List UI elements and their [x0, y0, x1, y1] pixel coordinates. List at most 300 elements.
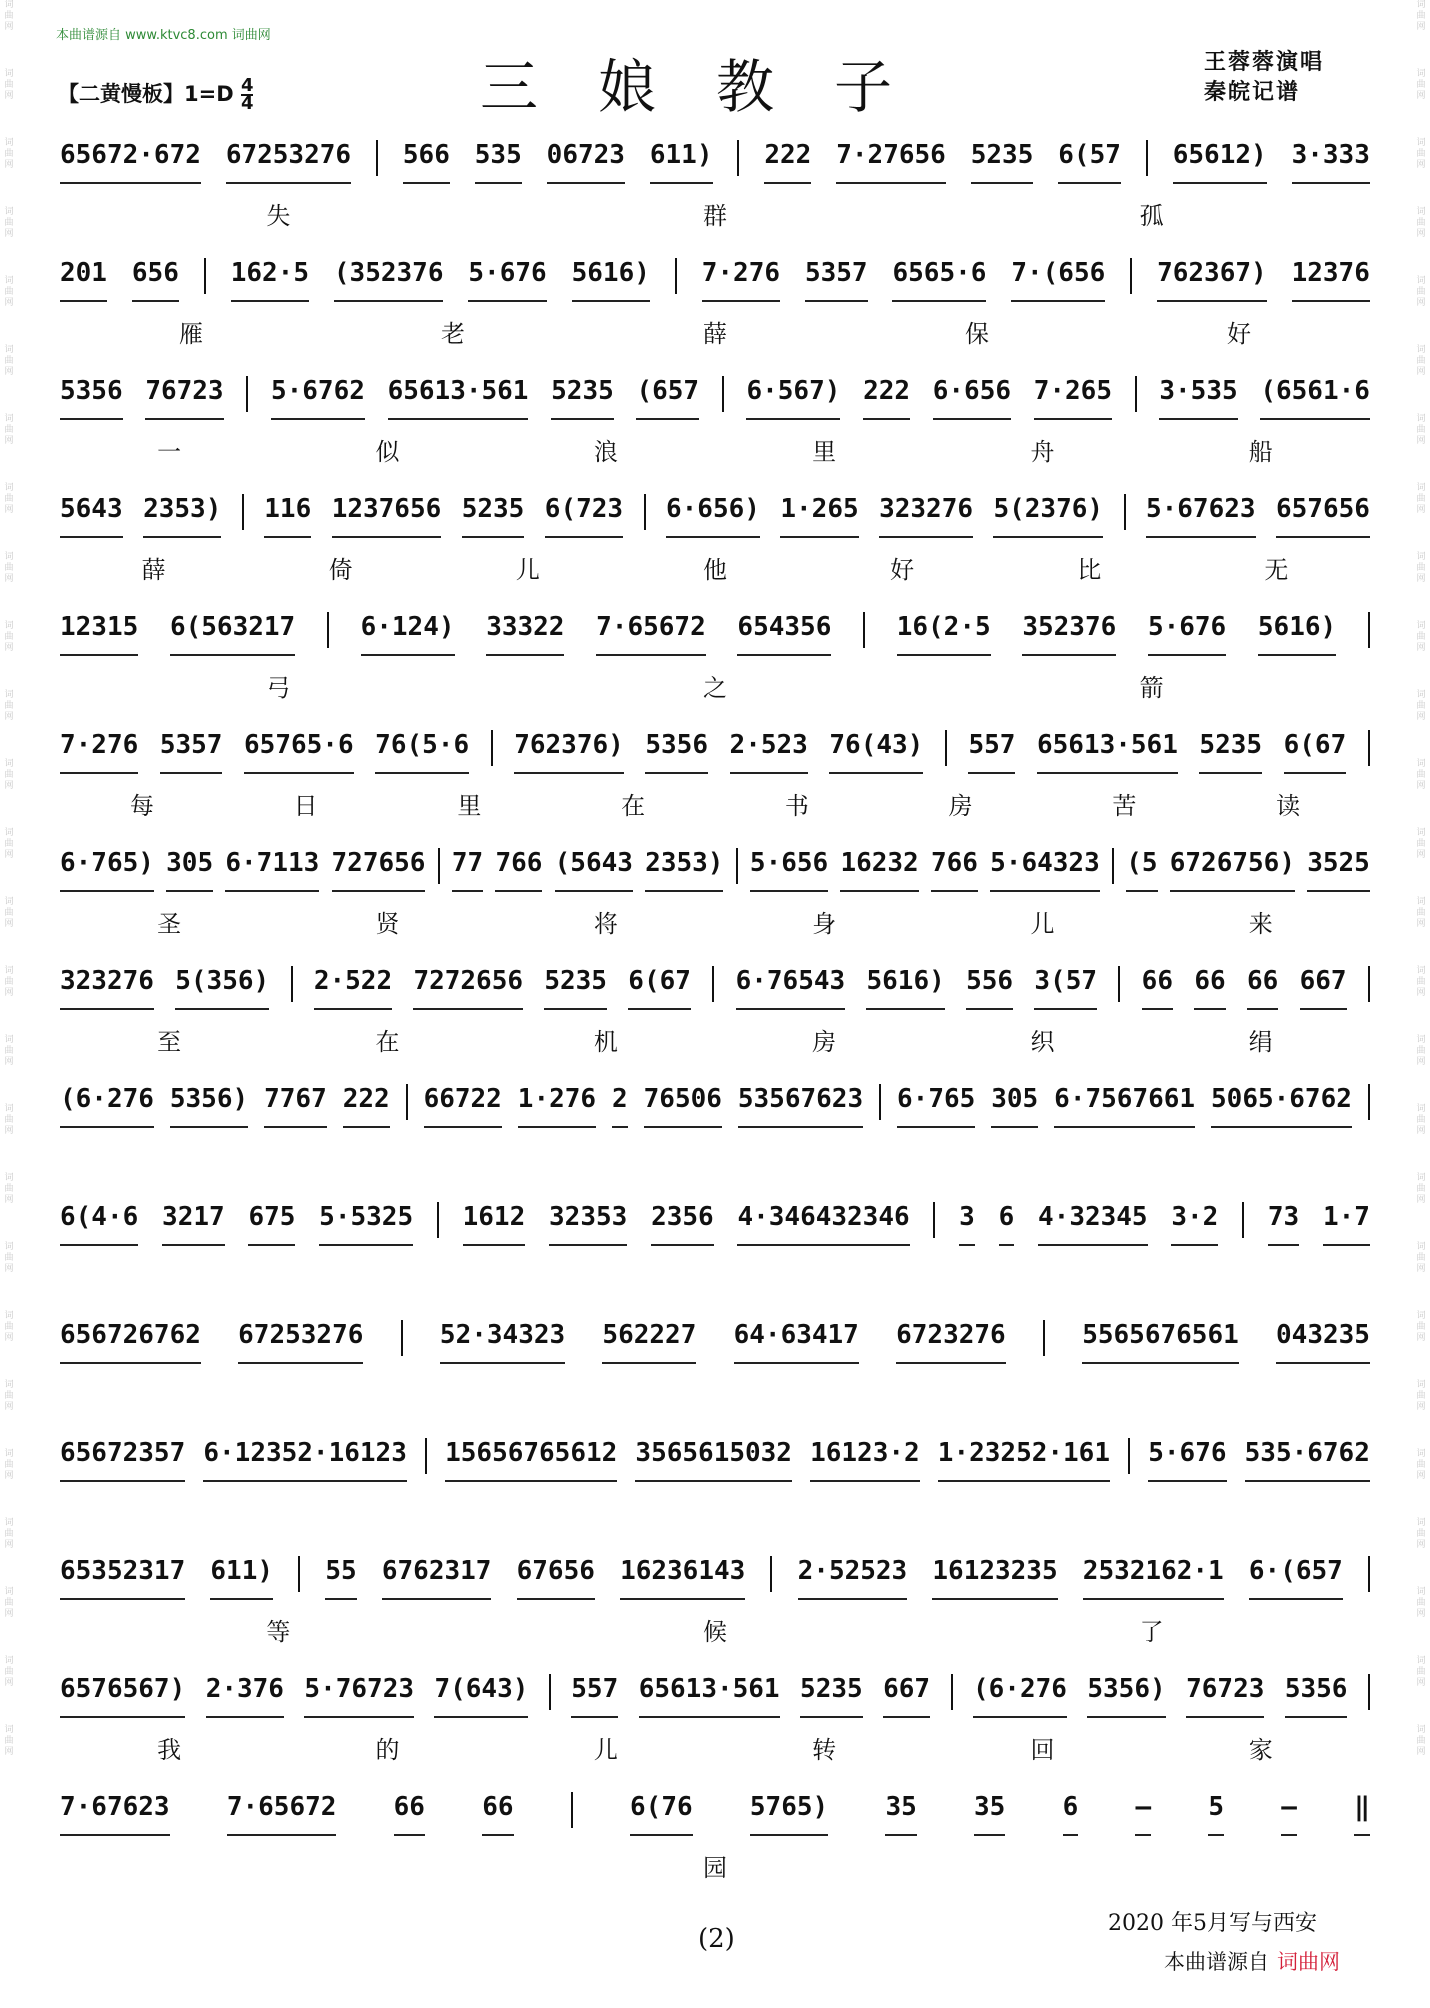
note-group: 16236143: [620, 1556, 745, 1600]
note-group: 762367): [1157, 258, 1267, 302]
barline: [401, 1320, 403, 1356]
lyric-syllable: 之: [702, 674, 727, 702]
side-watermark-text: 词曲网: [4, 621, 14, 653]
note-group: 5·6762: [271, 376, 365, 420]
lyric-syllable: 织: [1030, 1028, 1055, 1056]
note-group: 352376: [1022, 612, 1116, 656]
lyric-syllable: 将: [593, 910, 618, 938]
side-watermark-text: 词曲网: [4, 345, 14, 377]
side-watermark-text: 词曲网: [4, 759, 14, 791]
lyric-syllable: 在: [621, 792, 646, 820]
note-group: 65672·672: [60, 140, 201, 184]
note-group: 162·5: [231, 258, 309, 302]
score-system: [60, 1320, 1370, 1438]
notation-line: [60, 140, 1370, 184]
note-group: 611): [210, 1556, 273, 1600]
top-source-watermark: 本曲谱源自 www.ktvc8.com 词曲网: [56, 28, 271, 43]
score-system: [60, 612, 1370, 730]
notation-line: [60, 730, 1370, 774]
note-group: 65765·6: [244, 730, 354, 774]
note-group: 5235: [544, 966, 607, 1010]
note-group: 7272656: [413, 966, 523, 1010]
side-watermark-text: 词曲网: [4, 1587, 14, 1619]
side-watermark-text: 词曲网: [4, 1104, 14, 1136]
note-group: 7·(656: [1011, 258, 1105, 302]
lyric-syllable: 园: [703, 1854, 727, 1882]
side-watermark-text: 词曲网: [4, 1380, 14, 1412]
side-watermark-text: 词曲网: [1416, 552, 1426, 584]
side-watermark-text: 词曲网: [4, 1311, 14, 1343]
notation-line: [60, 1084, 1370, 1128]
note-group: (657: [636, 376, 699, 420]
note-group: 35: [974, 1792, 1005, 1836]
footer-source: [1164, 1946, 1340, 1976]
note-group: 5235: [971, 140, 1034, 184]
side-watermark-text: 词曲网: [4, 1242, 14, 1274]
note-group: 5356): [1087, 1674, 1165, 1718]
note-group: 2353): [645, 848, 723, 892]
side-watermark-text: 词曲网: [1416, 621, 1426, 653]
lyric-syllable: 失: [266, 202, 291, 230]
lyrics-line: [60, 550, 1370, 585]
lyric-syllable: 的: [375, 1736, 400, 1764]
note-group: 6·7113: [225, 848, 319, 892]
note-group: 6·765: [897, 1084, 975, 1128]
side-watermark-text: 词曲网: [4, 0, 14, 32]
lyric-syllable: 家: [1248, 1736, 1273, 1764]
side-watermark-text: 词曲网: [1416, 138, 1426, 170]
score-system: [60, 140, 1370, 258]
note-group: 6(4·6: [60, 1202, 138, 1246]
barline: [863, 612, 865, 648]
jianpu-score: [60, 140, 1370, 1910]
side-watermark-text: 词曲网: [4, 69, 14, 101]
note-group: (352376: [334, 258, 444, 302]
barline: [204, 258, 206, 294]
key-signature: [58, 75, 254, 114]
lyric-syllable: 候: [702, 1618, 727, 1646]
barline: [1112, 848, 1114, 884]
barline: [376, 140, 378, 176]
lyric-syllable: 保: [965, 320, 989, 348]
note-group: 116: [264, 494, 311, 538]
side-watermark-text: 词曲网: [1416, 483, 1426, 515]
transcriber-credit: 秦皖记谱: [1204, 80, 1301, 105]
side-watermark-text: 词曲网: [1416, 690, 1426, 722]
side-watermark-text: 词曲网: [4, 1173, 14, 1205]
note-group: (5: [1126, 848, 1157, 892]
note-group: 1·265: [780, 494, 858, 538]
side-watermark-text: 词曲网: [1416, 1518, 1426, 1550]
note-group: 323276: [879, 494, 973, 538]
note-group: 656: [132, 258, 179, 302]
barline: [1118, 966, 1120, 1002]
barline: [1043, 1320, 1045, 1356]
lyric-syllable: 里: [812, 438, 837, 466]
barline: [1368, 1084, 1370, 1120]
notation-line: [60, 1674, 1370, 1718]
note-group: 52·34323: [440, 1320, 565, 1364]
lyric-syllable: 机: [593, 1028, 618, 1056]
barline: [879, 1084, 881, 1120]
note-group: 67253276: [226, 140, 351, 184]
lyric-syllable: 儿: [593, 1736, 618, 1764]
note-group: 766: [931, 848, 978, 892]
notation-line: [60, 1556, 1370, 1600]
note-group: 15656765612: [445, 1438, 617, 1482]
side-watermark-text: 词曲网: [1416, 1104, 1426, 1136]
side-watermark-text: 词曲网: [4, 414, 14, 446]
barline: [945, 730, 947, 766]
note-group: 562227: [602, 1320, 696, 1364]
note-group: 6: [999, 1202, 1015, 1246]
side-watermark-text: 词曲网: [1416, 1173, 1426, 1205]
note-group: 66: [394, 1792, 425, 1836]
side-watermark-text: 词曲网: [1416, 69, 1426, 101]
note-group: 2·523: [730, 730, 808, 774]
note-group: 65672357: [60, 1438, 185, 1482]
lyrics-line: [60, 1022, 1370, 1057]
lyric-syllable: 读: [1276, 792, 1301, 820]
lyric-syllable: 每: [129, 792, 154, 820]
note-group: 5356: [645, 730, 708, 774]
note-group: 3(57: [1034, 966, 1097, 1010]
note-group: 5·676: [1148, 612, 1226, 656]
note-group: 5·5325: [319, 1202, 413, 1246]
note-group: 2356: [651, 1202, 714, 1246]
lyric-syllable: 倚: [328, 556, 353, 584]
note-group: 7·27656: [836, 140, 946, 184]
score-system: [60, 730, 1370, 848]
side-watermark-text: 词曲网: [1416, 897, 1426, 929]
notation-line: [60, 376, 1370, 420]
side-watermark-text: 词曲网: [1416, 1587, 1426, 1619]
note-group: 65612): [1173, 140, 1267, 184]
lyric-syllable: 船: [1248, 438, 1273, 466]
lyrics-line: [60, 904, 1370, 939]
note-group: 2353): [143, 494, 221, 538]
key-signature-text: 【二黄慢板】1=D: [58, 82, 234, 106]
barline: [1128, 1438, 1130, 1474]
side-watermark-text: 词曲网: [1416, 276, 1426, 308]
barline: [437, 1202, 439, 1238]
lyric-syllable: 我: [157, 1736, 182, 1764]
side-watermark-text: 词曲网: [1416, 1035, 1426, 1067]
lyric-syllable: 一: [157, 438, 182, 466]
note-group: 7·265: [1034, 376, 1112, 420]
note-group: 667: [1300, 966, 1347, 1010]
side-watermark-text: 词曲网: [4, 138, 14, 170]
barline: [242, 494, 244, 530]
lyric-syllable: 无: [1264, 556, 1289, 584]
lyrics-line: [60, 314, 1370, 349]
meter-bottom: 4: [240, 93, 254, 114]
lyric-syllable: 房: [948, 792, 973, 820]
note-group: 557: [968, 730, 1015, 774]
barline: [737, 140, 739, 176]
side-watermark-text: 词曲网: [4, 1518, 14, 1550]
note-group: 5·676: [1148, 1438, 1226, 1482]
notation-line: [60, 494, 1370, 538]
right-watermark-strip: [1414, 0, 1428, 2008]
note-group: (6·276: [60, 1084, 154, 1128]
note-group: 7(643): [434, 1674, 528, 1718]
side-watermark-text: 词曲网: [4, 483, 14, 515]
side-watermark-text: 词曲网: [1416, 828, 1426, 860]
note-group: 5·67623: [1146, 494, 1256, 538]
lyrics-line: [60, 1612, 1370, 1647]
barline: [425, 1438, 427, 1474]
note-group: (6561·6: [1260, 376, 1370, 420]
note-group: 3·2: [1171, 1202, 1218, 1246]
note-group: 32353: [549, 1202, 627, 1246]
side-watermark-text: 词曲网: [4, 966, 14, 998]
lyrics-line: [60, 196, 1370, 231]
note-group: 6(57: [1058, 140, 1121, 184]
credits: [1204, 48, 1324, 108]
notation-line: [60, 1792, 1370, 1836]
barline: [438, 848, 440, 884]
footer-date: 2020 年5月写与西安: [1108, 1911, 1317, 1936]
note-group: 7·276: [702, 258, 780, 302]
note-group: 55: [325, 1556, 356, 1600]
lyric-syllable: 绢: [1248, 1028, 1273, 1056]
note-group: 5235: [1199, 730, 1262, 774]
note-group: 12315: [60, 612, 138, 656]
meter-top: 4: [240, 75, 254, 96]
note-group: 675: [248, 1202, 295, 1246]
note-group: 3·333: [1292, 140, 1370, 184]
barline: [1124, 494, 1126, 530]
side-watermark-text: 词曲网: [4, 552, 14, 584]
score-system: [60, 1792, 1370, 1910]
page-number: (2): [698, 1924, 735, 1954]
note-group: 6·(657: [1249, 1556, 1343, 1600]
note-group: 6(563217: [170, 612, 295, 656]
note-group: 16123235: [932, 1556, 1057, 1600]
note-group: 766: [495, 848, 542, 892]
note-group: 73: [1268, 1202, 1299, 1246]
lyric-syllable: 老: [441, 320, 465, 348]
note-group: 556: [966, 966, 1013, 1010]
note-group: 535: [475, 140, 522, 184]
note-group: 043235: [1276, 1320, 1370, 1364]
side-watermark-text: 词曲网: [1416, 1242, 1426, 1274]
note-group: ‖: [1354, 1792, 1370, 1836]
barline: [644, 494, 646, 530]
note-group: 16(2·5: [897, 612, 991, 656]
note-group: 222: [343, 1084, 390, 1128]
note-group: 222: [764, 140, 811, 184]
lyric-syllable: 弓: [266, 674, 291, 702]
note-group: 6565·6: [892, 258, 986, 302]
note-group: 3·535: [1159, 376, 1237, 420]
side-watermark-text: 词曲网: [1416, 966, 1426, 998]
note-group: 5·656: [750, 848, 828, 892]
note-group: 305: [991, 1084, 1038, 1128]
note-group: 7·65672: [227, 1792, 337, 1836]
barline: [675, 258, 677, 294]
note-group: 5235: [462, 494, 525, 538]
score-system: [60, 376, 1370, 494]
lyric-syllable: 圣: [157, 910, 182, 938]
note-group: –: [1281, 1792, 1297, 1836]
lyric-syllable: 箭: [1139, 674, 1164, 702]
footer-source-text: 本曲谱源自: [1164, 1950, 1269, 1974]
note-group: 3217: [162, 1202, 225, 1246]
notation-line: [60, 966, 1370, 1010]
note-group: 1·23252·161: [938, 1438, 1110, 1482]
note-group: 65613·561: [388, 376, 529, 420]
note-group: 6(76: [630, 1792, 693, 1836]
singer-credit: 王蓉蓉演唱: [1204, 50, 1325, 75]
lyrics-line: [60, 1848, 1370, 1883]
barline: [933, 1202, 935, 1238]
note-group: 65352317: [60, 1556, 185, 1600]
note-group: 6726756): [1170, 848, 1295, 892]
note-group: 5565676561: [1082, 1320, 1239, 1364]
lyric-syllable: 房: [812, 1028, 837, 1056]
note-group: (5643: [555, 848, 633, 892]
note-group: 6·656): [666, 494, 760, 538]
barline: [327, 612, 329, 648]
side-watermark-text: 词曲网: [4, 1035, 14, 1067]
barline: [1368, 1674, 1370, 1710]
lyrics-line: [60, 432, 1370, 467]
barline: [1368, 612, 1370, 648]
barline: [1242, 1202, 1244, 1238]
lyric-syllable: 里: [457, 792, 482, 820]
note-group: 6·76543: [736, 966, 846, 1010]
lyric-syllable: 回: [1030, 1736, 1055, 1764]
side-watermark-text: 词曲网: [1416, 207, 1426, 239]
side-watermark-text: 词曲网: [4, 828, 14, 860]
note-group: 67656: [517, 1556, 595, 1600]
note-group: 66: [1194, 966, 1225, 1010]
note-group: 6·7567661: [1054, 1084, 1195, 1128]
lyric-syllable: 好: [1227, 320, 1251, 348]
note-group: 6·12352·16123: [203, 1438, 407, 1482]
score-system: [60, 494, 1370, 612]
note-group: 7767: [264, 1084, 327, 1128]
note-group: 6723276: [896, 1320, 1006, 1364]
notation-line: [60, 612, 1370, 656]
note-group: 201: [60, 258, 107, 302]
note-group: 6(723: [545, 494, 623, 538]
note-group: 5·676: [468, 258, 546, 302]
note-group: 7·65672: [596, 612, 706, 656]
note-group: 5·64323: [990, 848, 1100, 892]
barline: [1130, 258, 1132, 294]
note-group: 66: [1247, 966, 1278, 1010]
note-group: 2·522: [314, 966, 392, 1010]
barline: [1135, 376, 1137, 412]
note-group: 35: [885, 1792, 916, 1836]
note-group: 1·7: [1323, 1202, 1370, 1246]
note-group: 33322: [486, 612, 564, 656]
lyric-syllable: 薛: [703, 320, 727, 348]
note-group: 323276: [60, 966, 154, 1010]
lyric-syllable: 雁: [179, 320, 203, 348]
note-group: 222: [863, 376, 910, 420]
note-group: 2·376: [206, 1674, 284, 1718]
note-group: 611): [650, 140, 713, 184]
note-group: 12376: [1292, 258, 1370, 302]
barline: [491, 730, 493, 766]
barline: [291, 966, 293, 1002]
note-group: 5: [1208, 1792, 1224, 1836]
note-group: 64·63417: [734, 1320, 859, 1364]
barline: [1368, 966, 1370, 1002]
side-watermark-text: 词曲网: [1416, 1656, 1426, 1688]
side-watermark-text: 词曲网: [1416, 1725, 1426, 1757]
note-group: 1237656: [332, 494, 442, 538]
note-group: 4·32345: [1038, 1202, 1148, 1246]
note-group: 1612: [463, 1202, 526, 1246]
note-group: (6·276: [973, 1674, 1067, 1718]
note-group: 557: [571, 1674, 618, 1718]
lyric-syllable: 在: [375, 1028, 400, 1056]
score-system: [60, 966, 1370, 1084]
notation-line: [60, 848, 1370, 892]
lyric-syllable: 好: [890, 556, 915, 584]
note-group: 53567623: [738, 1084, 863, 1128]
note-group: 66: [482, 1792, 513, 1836]
note-group: 305: [166, 848, 213, 892]
lyric-syllable: 薛: [141, 556, 166, 584]
page-title: 三娘教子: [480, 53, 953, 121]
note-group: 76723: [145, 376, 223, 420]
note-group: 7·67623: [60, 1792, 170, 1836]
barline: [246, 376, 248, 412]
lyric-syllable: 浪: [593, 438, 618, 466]
note-group: 6576567): [60, 1674, 185, 1718]
side-watermark-text: 词曲网: [1416, 345, 1426, 377]
lyric-syllable: 比: [1077, 556, 1102, 584]
lyric-syllable: 身: [812, 910, 837, 938]
lyric-syllable: 贤: [375, 910, 400, 938]
note-group: 67253276: [238, 1320, 363, 1364]
note-group: 762376): [514, 730, 624, 774]
note-group: 6: [1063, 1792, 1079, 1836]
left-watermark-strip: [2, 0, 16, 2008]
note-group: 5(356): [175, 966, 269, 1010]
score-system: [60, 1674, 1370, 1792]
note-group: 667: [883, 1674, 930, 1718]
notation-line: [60, 1202, 1370, 1246]
note-group: 65613·561: [639, 1674, 780, 1718]
note-group: 1·276: [518, 1084, 596, 1128]
note-group: 657656: [1276, 494, 1370, 538]
lyric-syllable: 苦: [1112, 792, 1137, 820]
barline: [549, 1674, 551, 1710]
side-watermark-text: 词曲网: [4, 207, 14, 239]
lyric-syllable: 群: [702, 202, 727, 230]
lyric-syllable: 儿: [1030, 910, 1055, 938]
lyric-syllable: 他: [702, 556, 727, 584]
note-group: 66722: [424, 1084, 502, 1128]
note-group: 5·76723: [304, 1674, 414, 1718]
barline: [770, 1556, 772, 1592]
barline: [298, 1556, 300, 1592]
note-group: 76(5·6: [375, 730, 469, 774]
note-group: 7·276: [60, 730, 138, 774]
note-group: 5356: [1285, 1674, 1348, 1718]
note-group: 77: [452, 848, 483, 892]
note-group: 5065·6762: [1211, 1084, 1352, 1128]
note-group: 5357: [160, 730, 223, 774]
barline: [951, 1674, 953, 1710]
